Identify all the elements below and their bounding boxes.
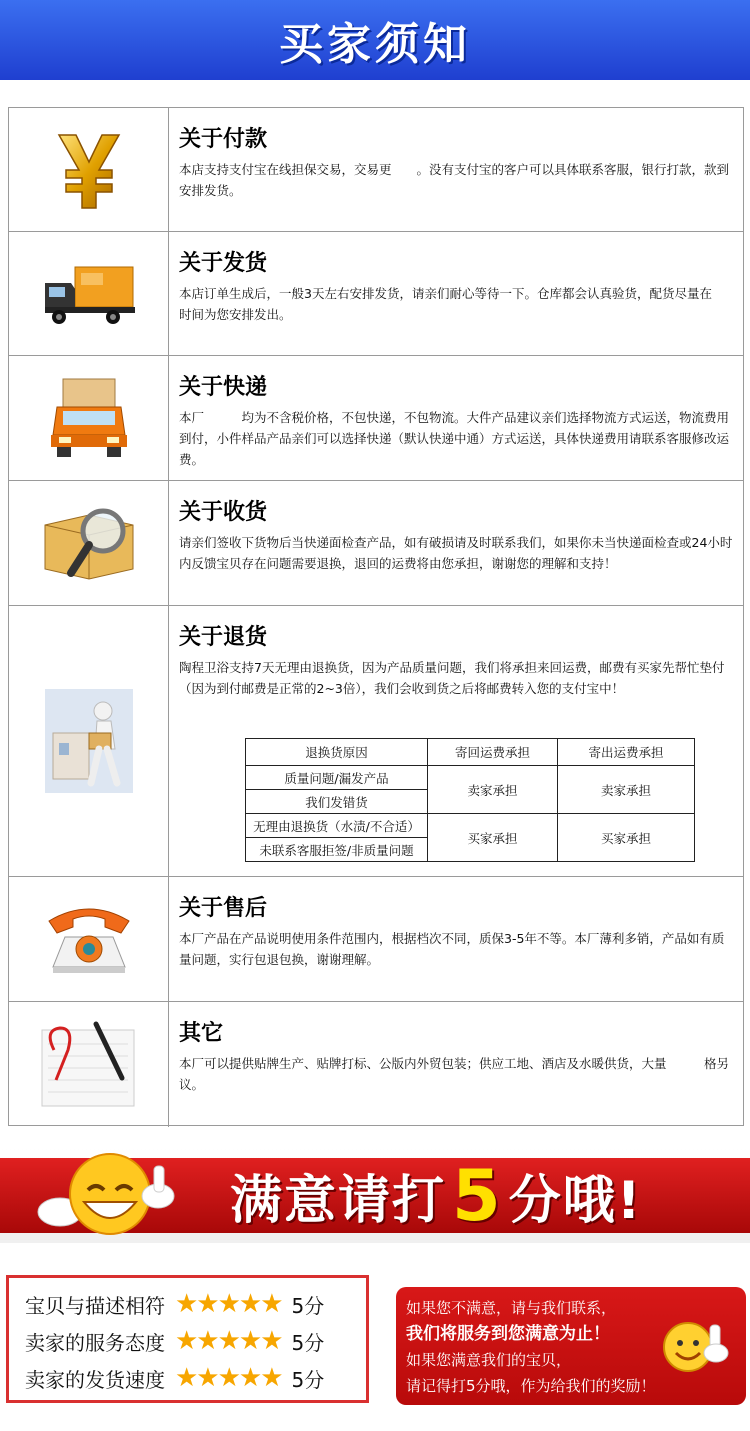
rating-banner	[0, 1148, 750, 1243]
section-title: 其它	[179, 1021, 224, 1046]
rating-label: 宝贝与描述相符	[25, 1293, 165, 1318]
section-other	[9, 1002, 743, 1127]
page-header	[0, 0, 750, 80]
table-cell: 无理由退换货（水渍/不合适）	[253, 818, 420, 834]
star-icons: ★★★★★	[175, 1289, 282, 1319]
section-payment	[9, 108, 743, 232]
banner-text	[230, 1148, 642, 1243]
table-header: 寄出运费承担	[588, 745, 664, 760]
rating-label: 卖家的服务态度	[25, 1330, 165, 1355]
section-title: 关于付款	[179, 127, 268, 152]
banner-prefix: 满意请打	[230, 1171, 447, 1231]
person-carrying-box-icon	[9, 606, 169, 876]
table-cell: 质量问题/漏发产品	[284, 770, 389, 786]
rating-score: 5分	[291, 1367, 325, 1392]
delivery-van-icon	[9, 356, 169, 480]
telephone-icon	[9, 877, 169, 1001]
magnifier-box-icon	[9, 481, 169, 605]
section-text: 本厂 均为不含税价格，不包快递，不包物流。大件产品建议亲们选择物流方式运送，物流费用到付，小件样品产品亲们可以选择快递（默认快递中通）方式运送，具体快递费用请联系客服修改运费。	[179, 410, 730, 467]
ratings-box	[6, 1275, 369, 1403]
rating-score: 5分	[291, 1330, 325, 1355]
section-title: 关于售后	[179, 896, 268, 921]
section-text: 陶程卫浴支持7天无理由退换货，因为产品质量问题，我们将承担来回运费，邮费有买家先帮忙垫付（因为到付邮费是正常的2~3倍），我们会收到货之后将邮费转入您的支付宝中！	[179, 660, 725, 696]
notice-table	[8, 107, 744, 1126]
section-title: 关于发货	[179, 251, 268, 276]
rating-row	[25, 1323, 324, 1359]
page-title: 买家须知	[279, 19, 471, 70]
smiley-icon	[660, 1317, 730, 1381]
star-icons: ★★★★★	[175, 1326, 282, 1356]
contact-line: 如果您满意我们的宝贝，	[406, 1351, 572, 1369]
table-header: 寄回运费承担	[454, 745, 530, 760]
section-express	[9, 356, 743, 481]
table-cell: 未联系客服拒签/非质量问题	[259, 842, 414, 858]
section-title: 关于退货	[179, 625, 268, 650]
contact-line: 如果您不满意，请与我们联系，	[406, 1299, 617, 1317]
section-text: 本厂可以提供贴牌生产、贴牌打标、公版内外贸包装；供应工地、酒店及水暖供货，大量 格另议。	[179, 1056, 730, 1092]
rating-row	[25, 1286, 324, 1322]
table-cell: 卖家承担	[467, 782, 518, 798]
rating-row	[25, 1360, 324, 1396]
section-title: 关于快递	[179, 375, 268, 400]
section-text: 本厂产品在产品说明使用条件范围内，根据档次不同，质保3-5年不等。本厂薄利多销，产品如有质量问题，实行包退包换，谢谢理解。	[179, 931, 725, 967]
section-text: 本店支持支付宝在线担保交易，交易更 。没有支付宝的客户可以具体联系客服，银行打款，款到安排发货。	[179, 162, 730, 198]
banner-suffix: 分哦!	[508, 1171, 643, 1231]
section-after-sales	[9, 877, 743, 1002]
table-cell: 买家承担	[467, 830, 518, 846]
smiley-thumbs-up-icon	[30, 1152, 180, 1240]
table-cell: 买家承担	[600, 830, 651, 846]
table-header: 退换货原因	[305, 745, 368, 760]
contact-box	[396, 1287, 746, 1405]
rating-score: 5分	[291, 1293, 325, 1318]
section-title: 关于收货	[179, 500, 268, 525]
truck-icon	[9, 232, 169, 355]
yen-icon	[9, 108, 169, 231]
banner-five: 5	[452, 1154, 503, 1237]
table-cell: 卖家承担	[600, 782, 651, 798]
section-text: 请亲们签收下货物后当快递面检查产品，如有破损请及时联系我们，如果你未当快递面检查或24小时内反馈宝贝存在问题需要退换，退回的运费将由您承担，谢谢您的理解和支持！	[179, 535, 733, 571]
rating-label: 卖家的发货速度	[25, 1367, 165, 1392]
contact-line: 请记得打5分哦，作为给我们的奖励！	[406, 1377, 656, 1395]
contact-line: 我们将服务到您满意为止！	[406, 1324, 610, 1344]
section-returns	[9, 606, 743, 877]
section-shipping	[9, 232, 743, 356]
document-pen-icon	[9, 1002, 169, 1127]
section-text: 本店订单生成后，一般3天左右安排发货，请亲们耐心等待一下。仓库都会认真验货，配货尽量在 时间为您安排发出。	[179, 286, 737, 322]
star-icons: ★★★★★	[175, 1363, 282, 1393]
section-receiving	[9, 481, 743, 606]
returns-table	[245, 738, 695, 862]
table-cell: 我们发错货	[305, 794, 368, 810]
